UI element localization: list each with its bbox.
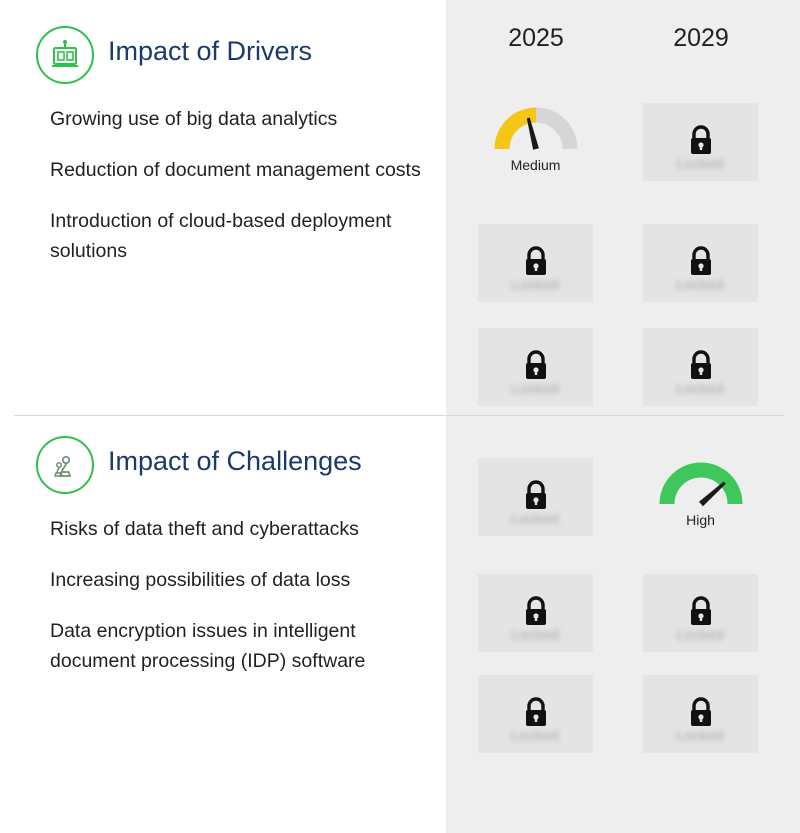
locked-cell[interactable] — [643, 103, 758, 181]
blurred-value-text: Locked — [676, 627, 725, 642]
bullet-list-drivers — [50, 104, 430, 287]
section-challenges — [0, 428, 446, 672]
bullet-item: Data encryption issues in intelligent document processing (IDP) software — [50, 620, 366, 672]
gauge-drivers-2025 — [478, 103, 593, 193]
locked-cell[interactable] — [478, 574, 593, 652]
chess-pieces-icon — [36, 436, 94, 494]
section-drivers — [0, 18, 446, 262]
blurred-value-text: Locked — [676, 381, 725, 396]
lock-icon — [686, 695, 716, 734]
bullet-item: Reduction of document management costs — [50, 159, 421, 181]
lock-icon — [686, 594, 716, 633]
blurred-value-text: Locked — [676, 156, 725, 171]
locked-cell[interactable] — [643, 328, 758, 406]
gauge-level-label: High — [686, 512, 715, 528]
locked-cell[interactable] — [478, 458, 593, 536]
factory-automation-icon — [36, 26, 94, 84]
blurred-value-text: Locked — [676, 728, 725, 743]
bullet-item: Growing use of big data analytics — [50, 108, 338, 130]
blurred-value-text: Locked — [511, 381, 560, 396]
lock-icon — [521, 244, 551, 283]
blurred-value-text: Locked — [511, 277, 560, 292]
section-header-drivers — [0, 18, 446, 88]
blurred-value-text: Locked — [511, 511, 560, 526]
section-divider — [14, 415, 784, 416]
section-title-challenges: Impact of Challenges — [108, 446, 362, 476]
locked-cell[interactable] — [643, 574, 758, 652]
lock-icon — [521, 348, 551, 387]
bullet-item: Introduction of cloud-based deployment solutions — [50, 210, 392, 262]
locked-cell[interactable] — [478, 675, 593, 753]
locked-cell[interactable] — [643, 675, 758, 753]
bullet-list-challenges — [50, 514, 430, 697]
bullet-item: Increasing possibilities of data loss — [50, 569, 351, 591]
locked-cell[interactable] — [478, 328, 593, 406]
blurred-value-text: Locked — [676, 277, 725, 292]
lock-icon — [686, 123, 716, 162]
lock-icon — [521, 478, 551, 517]
gauge-challenges-2029 — [643, 458, 758, 548]
section-title-drivers: Impact of Drivers — [108, 36, 313, 66]
lock-icon — [686, 348, 716, 387]
gauge-level-label: Medium — [510, 157, 561, 173]
column-header-2025: 2025 — [508, 24, 564, 52]
column-header-2029: 2029 — [673, 24, 729, 52]
bullet-item: Risks of data theft and cyberattacks — [50, 518, 359, 540]
locked-cell[interactable] — [478, 224, 593, 302]
lock-icon — [521, 594, 551, 633]
blurred-value-text: Locked — [511, 627, 560, 642]
lock-icon — [686, 244, 716, 283]
blurred-value-text: Locked — [511, 728, 560, 743]
locked-cell[interactable] — [643, 224, 758, 302]
lock-icon — [521, 695, 551, 734]
section-header-challenges — [0, 428, 446, 498]
